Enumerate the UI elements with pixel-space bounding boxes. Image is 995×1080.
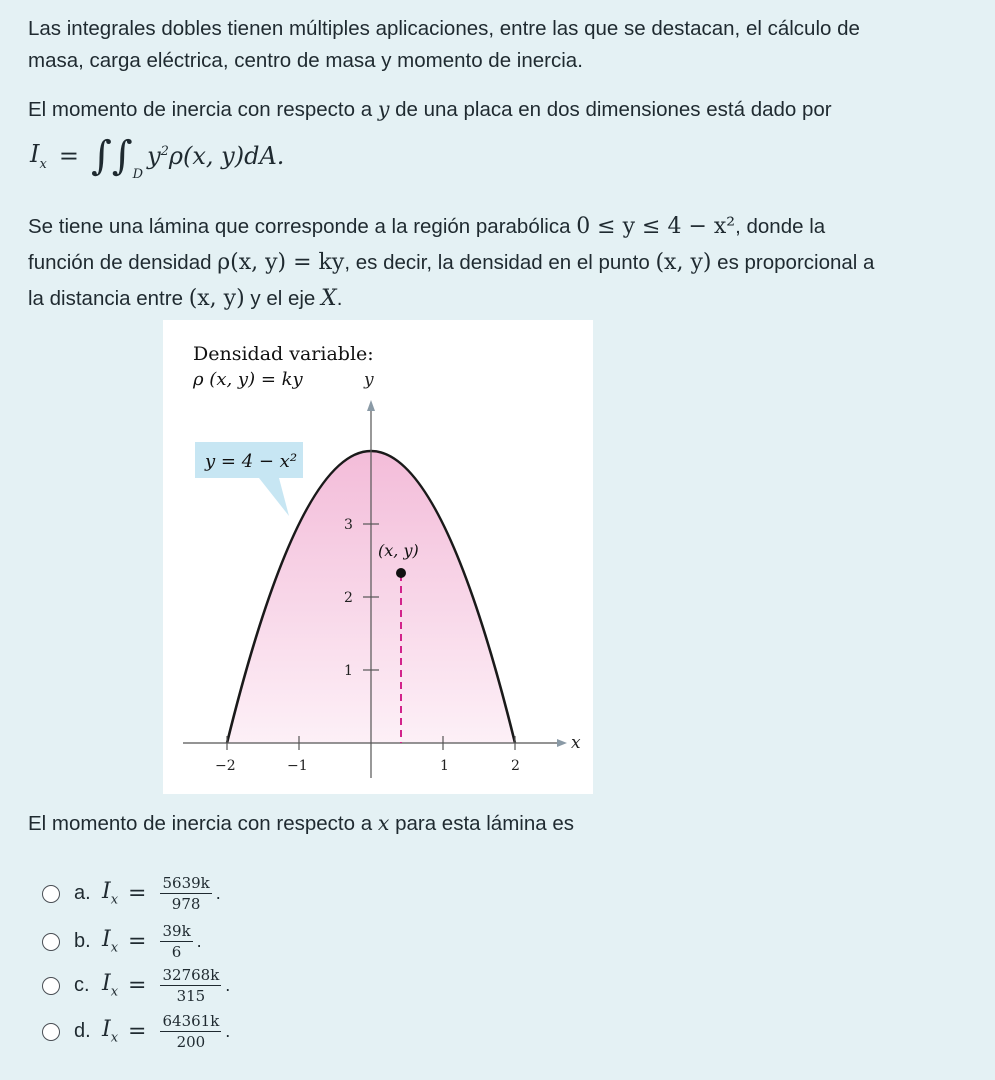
question-text: El momento de inercia con respecto a x para esta lámina es [28,811,574,835]
option-fraction: $\frac{5639k}{978}$ [162,874,210,913]
y-axis-label: y [364,370,374,390]
option-fraction: $\frac{39k}{6}$ [162,922,191,961]
radio-button[interactable] [42,885,60,903]
density-label: ρ (x, y) = ky [193,369,303,390]
option-d[interactable]: d. $I_x$ = $\frac{64361k}{200}$ . [42,1012,230,1051]
x-tick-label: −2 [215,758,236,774]
option-label: a. [74,882,91,904]
radio-button[interactable] [42,933,60,951]
x-tick-label: −1 [287,758,308,774]
option-fraction: $\frac{32768k}{315}$ [162,966,220,1005]
moment-definition: El momento de inercia con respecto a y de una placa en dos dimensiones está dado por [28,97,832,121]
intro-line-1: Las integrales dobles tienen múltiples aplicaciones, entre las que se destacan, el cálculo de [28,17,860,40]
option-b[interactable]: b. $I_x$ = $\frac{39k}{6}$ . [42,922,202,961]
x-axis-label: x [571,733,581,753]
parabola-plot [163,320,593,794]
moment-formula: $I_x$ = ∫ ∫ D $y^2\rho(x$, y)dA. [30,133,285,182]
radio-button[interactable] [42,977,60,995]
x-tick-label: 1 [440,758,449,774]
option-label: c. [74,974,90,996]
radio-button[interactable] [42,1023,60,1041]
density-figure [163,320,593,794]
x-tick-label: 2 [511,758,520,774]
curve-label: y = 4 − x² [205,451,298,472]
y-tick-label: 1 [344,663,353,679]
point-marker [396,568,406,578]
problem-line-2: función de densidad ρ(x, y) = ky, es decir, la densidad en el punto (x, y) es proporcional a [28,250,875,275]
point-label: (x, y) [378,541,419,560]
option-fraction: $\frac{64361k}{200}$ [162,1012,220,1051]
option-a[interactable]: a. $I_x$ = $\frac{5639k}{978}$ . [42,874,221,913]
curve-label-pointer [259,478,289,516]
x-axis-arrow [557,739,567,747]
intro-line-2: masa, carga eléctrica, centro de masa y momento de inercia. [28,49,583,72]
problem-line-3: la distancia entre (x, y) y el eje X. [28,286,343,311]
option-c[interactable]: c. $I_x$ = $\frac{32768k}{315}$ . [42,966,230,1005]
figure-title: Densidad variable: [193,343,374,365]
y-tick-label: 3 [344,517,353,533]
option-label: b. [74,930,91,952]
problem-line-1: Se tiene una lámina que corresponde a la región parabólica 0 ≤ y ≤ 4 − x², donde la [28,214,826,239]
y-tick-label: 2 [344,590,353,606]
y-axis-arrow [367,400,375,411]
option-label: d. [74,1020,91,1042]
